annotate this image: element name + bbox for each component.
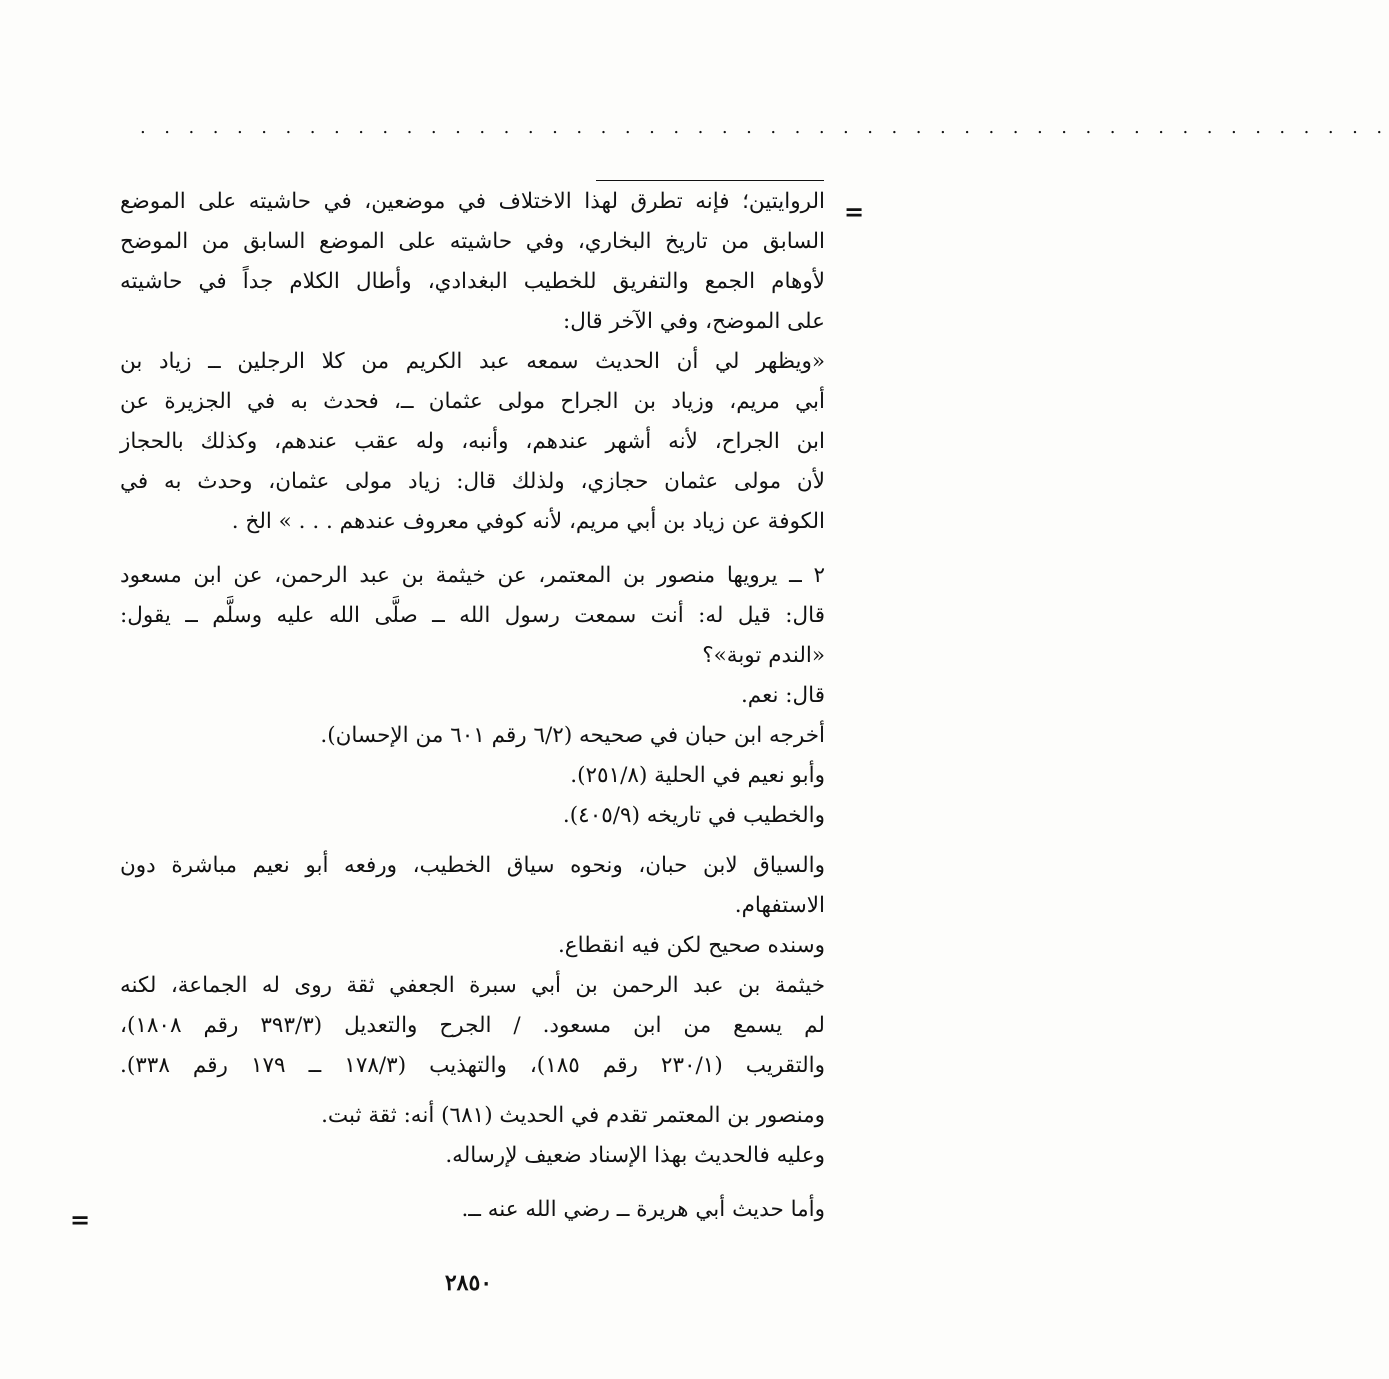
abu-hurayra-line: وأما حديث أبي هريرة ــ رضي الله عنه ــ. — [461, 1197, 825, 1222]
footnote-line: أبي مريم، وزياد بن الجراح مولى عثمان ــ، فحدث به في الجزيرة عن — [120, 389, 825, 414]
mansur-note: ومنصور بن المعتمر تقدم في الحديث (٦٨١) أنه: ثقة ثبت. — [321, 1103, 825, 1128]
source-line: وأبو نعيم في الحلية (٢٥١/٨). — [570, 763, 825, 788]
context-line: الاستفهام. — [734, 893, 825, 918]
footnote-line: الكوفة عن زياد بن أبي مريم، لأنه كوفي معروف عندهم . . . » الخ . — [231, 509, 825, 534]
footnote-line: لأن مولى عثمان حجازي، ولذلك قال: زياد مولى عثمان، وحدث به في — [120, 469, 825, 494]
footnote-rule — [596, 180, 824, 181]
page-number: ٢٨٥٠ — [444, 1270, 493, 1296]
answer-line: قال: نعم. — [740, 683, 825, 708]
footnote-line: «ويظهر لي أن الحديث سمعه عبد الكريم من كلا الرجلين ــ زياد بن — [120, 349, 825, 374]
sources-block — [120, 716, 825, 836]
page-content — [120, 182, 825, 1230]
source-line: والخطيب في تاريخه (٤٠٥/٩). — [562, 803, 825, 828]
hadith-line: «الندم توبة»؟ — [702, 643, 825, 668]
footnote-block — [120, 182, 825, 542]
footnote-line: ابن الجراح، لأنه أشهر عندهم، وأنبه، وله عقب عندهم، وكذلك بالحجاز — [120, 429, 825, 454]
footnote-line: السابق من تاريخ البخاري، وفي حاشيته على الموضع السابق من الموضح — [120, 229, 825, 254]
narrator-line: خيثمة بن عبد الرحمن بن أبي سبرة الجعفي ثقة روى له الجماعة، لكنه — [120, 973, 825, 998]
continuation-mark-top: = — [844, 197, 865, 226]
source-line: أخرجه ابن حبان في صحيحه (٦/٢ رقم ٦٠١ من الإحسان). — [320, 723, 825, 748]
footnote-line: الروايتين؛ فإنه تطرق لهذا الاختلاف في موضعين، في حاشيته على الموضع — [120, 189, 825, 214]
hadith-line: قال: قيل له: أنت سمعت رسول الله ــ صلَّى الله عليه وسلَّم ــ يقول: — [120, 603, 825, 628]
narrator-line: والتقريب (٢٣٠/١ رقم ١٨٥)، والتهذيب (١٧٨/٣ ــ ١٧٩ رقم ٣٣٨). — [120, 1053, 825, 1078]
hadith-block — [120, 556, 825, 716]
context-line: والسياق لابن حبان، ونحوه سياق الخطيب، ورفعه أبو نعيم مباشرة دون — [120, 853, 825, 878]
continuation-mark-bottom: = — [70, 1205, 91, 1234]
analysis-block — [120, 846, 825, 1230]
hadith-line: ٢ ــ يرويها منصور بن المعتمر، عن خيثمة بن عبد الرحمن، عن ابن مسعود — [120, 563, 825, 588]
chain-note: وسنده صحيح لكن فيه انقطاع. — [557, 933, 825, 958]
footnote-line: لأوهام الجمع والتفريق للخطيب البغدادي، وأطال الكلام جداً في حاشيته — [120, 269, 825, 294]
narrator-line: لم يسمع من ابن مسعود. / الجرح والتعديل (٣٩٣/٣ رقم ١٨٠٨)، — [120, 1013, 825, 1038]
header-dots: . . . . . . . . . . . . . . . . . . . . . . . . . . . . . . . . . . . . . . . . . . . . . . . . . . . . — [140, 117, 1389, 138]
footnote-line: على الموضح، وفي الآخر قال: — [563, 309, 825, 334]
conclusion-line: وعليه فالحديث بهذا الإسناد ضعيف لإرساله. — [445, 1143, 825, 1168]
